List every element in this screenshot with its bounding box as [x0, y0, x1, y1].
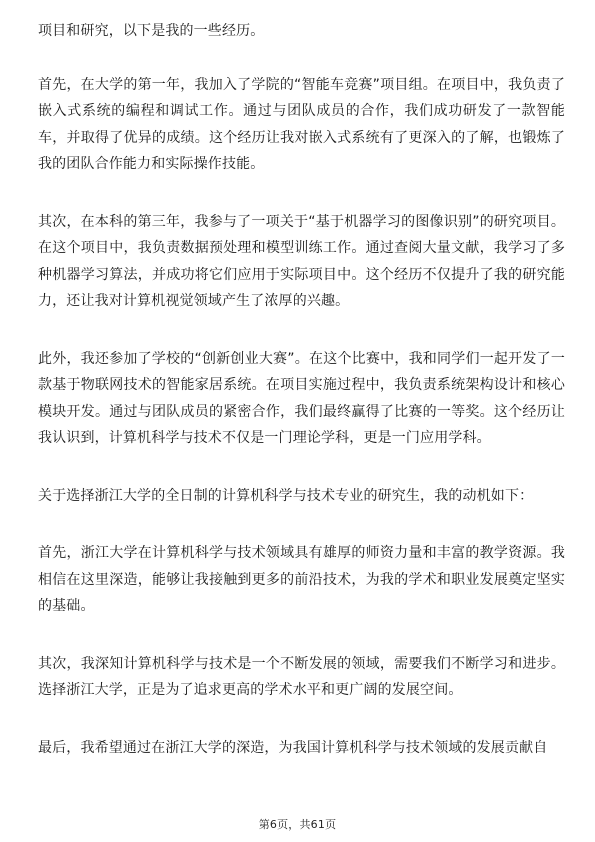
- paragraph-motivation-intro: 关于选择浙江大学的全日制的计算机科学与技术专业的研究生，我的动机如下：: [38, 487, 534, 504]
- paragraph-motivation-last: 最后，我希望通过在浙江大学的深造，为我国计算机科学与技术领域的发展贡献自: [38, 739, 548, 756]
- document-body: [38, 18, 565, 792]
- paragraph-image-recognition: 其次，在本科的第三年，我参与了一项关于“基于机器学习的图像识别”的研究项目。在这个项目中，我负责数据预处理和模型训练工作。通过查阅大量文献，我学习了多种机器学习算法，并成功将它们应用于实际项目中。这个经历不仅提升了我的研究能力，还让我对计算机视觉领域产生了浓厚的兴趣。: [38, 213, 565, 309]
- paragraph-intro: 项目和研究，以下是我的一些经历。: [38, 23, 265, 39]
- paragraph-motivation-first: 首先，浙江大学在计算机科学与技术领域具有雄厚的师资力量和丰富的教学资源。我相信在这里深造，能够让我接触到更多的前沿技术，为我的学术和职业发展奠定坚实的基础。: [38, 545, 565, 614]
- paragraph-smart-car: 首先，在大学的第一年，我加入了学院的“智能车竞赛”项目组。在项目中，我负责了嵌入式系统的编程和调试工作。通过与团队成员的合作，我们成功研发了一款智能车，并取得了优异的成绩。这个经历让我对嵌入式系统有了更深入的了解，也锻炼了我的团队合作能力和实际操作技能。: [38, 76, 565, 172]
- paragraph-innovation-contest: 此外，我还参加了学校的“创新创业大赛”。在这个比赛中，我和同学们一起开发了一款基于物联网技术的智能家居系统。在项目实施过程中，我负责系统架构设计和核心模块开发。通过与团队成员的紧密合作，我们最终赢得了比赛的一等奖。这个经历让我认识到，计算机科学与技术不仅是一门理论学科，更是一门应用学科。: [38, 350, 565, 446]
- page-number-footer: 第6页，共61页: [258, 818, 337, 831]
- paragraph-motivation-second: 其次，我深知计算机科学与技术是一个不断发展的领域，需要我们不断学习和进步。选择浙江大学，正是为了追求更高的学术水平和更广阔的发展空间。: [38, 655, 565, 698]
